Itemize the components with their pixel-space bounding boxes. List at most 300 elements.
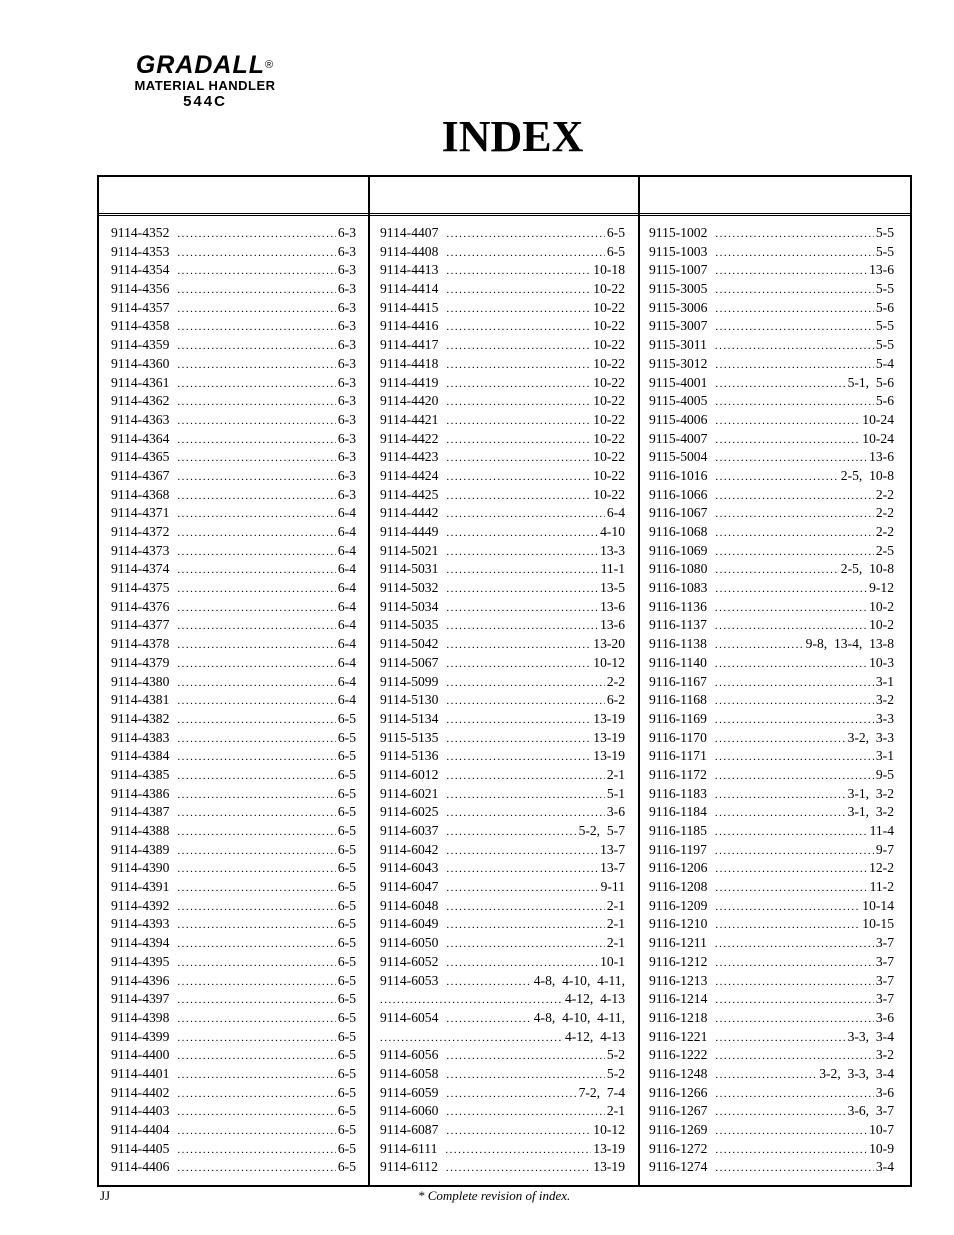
page-reference: 6-5: [337, 1028, 356, 1044]
part-number: 9114-4389: [111, 841, 170, 857]
leader-dots: [715, 973, 873, 992]
leader-dots: [177, 692, 335, 711]
index-entry: [380, 897, 625, 916]
part-number: 9114-4419: [380, 374, 439, 390]
leader-dots: [177, 375, 335, 394]
index-entry: [380, 803, 625, 822]
part-number: 9114-4449: [380, 524, 439, 539]
page-reference: 13-19: [593, 1159, 625, 1175]
index-entry: [649, 411, 894, 430]
part-number: 9114-6042: [380, 841, 439, 857]
index-column-2: [380, 224, 625, 1177]
page-reference: 10-22: [593, 337, 625, 353]
page-reference: 6-5: [337, 804, 356, 820]
index-entry: [111, 915, 356, 934]
index-entry: [649, 261, 894, 280]
part-number: 9114-5067: [380, 654, 439, 670]
leader-dots: [446, 692, 604, 711]
page-reference: 10-22: [593, 449, 625, 465]
page-reference: 4-8, 4-10, 4-11,: [533, 1009, 625, 1025]
leader-dots: [715, 599, 867, 618]
index-entry: [380, 859, 625, 878]
index-entry: [111, 542, 356, 561]
leader-dots: [177, 655, 335, 674]
page-reference: 13-3: [600, 542, 625, 558]
index-entry: [111, 579, 356, 598]
page-reference: 3-7: [875, 972, 894, 988]
page-reference: 3-7: [875, 935, 894, 951]
part-number: 9114-4405: [111, 1140, 170, 1156]
index-entry: [380, 1140, 625, 1159]
page-reference: 6-5: [337, 935, 356, 951]
leader-dots: [446, 468, 591, 487]
leader-dots: [446, 916, 604, 935]
leader-dots: [446, 730, 591, 749]
part-number: 9116-1136: [649, 598, 707, 614]
index-entry: [111, 448, 356, 467]
index-entry: [380, 729, 625, 748]
page-reference: 13-6: [869, 262, 894, 278]
page-reference: 13-19: [593, 748, 625, 764]
index-entry: [111, 729, 356, 748]
part-number: 9114-5099: [380, 673, 439, 689]
page-reference: 6-4: [606, 505, 625, 521]
leader-dots: [446, 1010, 531, 1029]
page-reference: 2-1: [606, 766, 625, 782]
part-number: 9114-6060: [380, 1103, 439, 1119]
page-reference: 10-14: [862, 897, 894, 913]
part-number: 9114-4360: [111, 355, 170, 371]
index-entry: [111, 430, 356, 449]
page-reference: 5-2, 5-7: [578, 823, 625, 838]
index-entry: [111, 1028, 356, 1047]
leader-dots: [177, 505, 335, 524]
page-reference: 5-5: [875, 281, 894, 297]
leader-dots: [177, 449, 335, 468]
part-number: 9114-4367: [111, 467, 170, 483]
registered-mark: ®: [265, 59, 275, 71]
leader-dots: [446, 767, 604, 786]
page-reference: 10-1: [600, 953, 625, 969]
part-number: 9114-4394: [111, 935, 170, 951]
leader-dots: [715, 225, 873, 244]
page-reference: 13-19: [593, 710, 625, 726]
index-entry: [649, 803, 894, 822]
part-number: 9114-4352: [111, 225, 170, 240]
part-number: 9116-1208: [649, 879, 708, 895]
page-reference: 3-4: [875, 1159, 894, 1175]
leader-dots: [446, 337, 591, 356]
index-entry: [111, 336, 356, 355]
page-reference: 6-5: [337, 729, 356, 745]
leader-dots: [715, 300, 873, 319]
page-reference: 6-5: [337, 785, 356, 801]
part-number: 9116-1068: [649, 524, 708, 539]
page-reference: 6-3: [337, 411, 356, 427]
leader-dots: [177, 991, 335, 1010]
part-number: 9115-4006: [649, 411, 708, 427]
leader-dots: [446, 954, 598, 973]
part-number: 9114-4377: [111, 617, 170, 633]
part-number: 9114-4356: [111, 281, 170, 297]
logo-product-line: MATERIAL HANDLER: [134, 78, 276, 93]
part-number: 9116-1169: [649, 710, 707, 726]
page-reference: 3-1, 3-2: [847, 804, 894, 820]
part-number: 9116-1269: [649, 1122, 708, 1137]
page-reference: 6-5: [337, 879, 356, 895]
page-reference: 6-3: [337, 262, 356, 278]
part-number: 9114-4376: [111, 598, 170, 614]
part-number: 9115-3005: [649, 281, 708, 297]
index-entry: [111, 1121, 356, 1140]
part-number: 9114-4359: [111, 337, 170, 353]
page-reference: 9-11: [600, 879, 625, 895]
leader-dots: [177, 804, 335, 823]
index-entry: [111, 374, 356, 393]
leader-dots: [446, 543, 598, 562]
leader-dots: [446, 225, 604, 244]
index-entry: [111, 635, 356, 654]
part-number: 9115-3007: [649, 318, 708, 334]
index-entry: [380, 822, 625, 841]
leader-dots: [177, 1122, 335, 1141]
part-number: 9114-4380: [111, 673, 170, 689]
leader-dots: [446, 393, 591, 412]
part-number: 9114-4382: [111, 710, 170, 726]
index-entry: [111, 224, 356, 243]
leader-dots: [715, 711, 874, 730]
leader-dots: [446, 898, 604, 917]
leader-dots: [715, 1141, 867, 1160]
part-number: 9114-5021: [380, 542, 439, 558]
index-entry: [111, 523, 356, 542]
page-reference: 5-5: [875, 225, 894, 240]
page-reference: 10-12: [593, 1122, 625, 1137]
index-entry: [649, 673, 894, 692]
leader-dots: [715, 1010, 873, 1029]
part-number: 9114-4403: [111, 1103, 170, 1119]
leader-dots: [715, 468, 838, 487]
index-entry: [380, 523, 625, 542]
part-number: 9116-1266: [649, 1084, 708, 1100]
leader-dots: [715, 318, 873, 337]
leader-dots: [177, 1029, 335, 1048]
index-entry: [380, 990, 625, 1009]
part-number: 9115-5135: [380, 729, 439, 745]
part-number: 9114-4397: [111, 991, 170, 1007]
part-number: 9114-4413: [380, 262, 439, 278]
part-number: 9116-1080: [649, 561, 708, 577]
index-entry: [649, 747, 894, 766]
index-entry: [380, 841, 625, 860]
page-reference: 3-2, 3-3, 3-4: [819, 1065, 894, 1081]
index-entry: [111, 710, 356, 729]
index-entry: [649, 542, 894, 561]
part-number: 9114-6043: [380, 860, 439, 876]
leader-dots: [715, 767, 874, 786]
index-entry: [649, 299, 894, 318]
page-reference: 6-3: [337, 299, 356, 315]
leader-dots: [446, 786, 604, 805]
part-number: 9116-1140: [649, 654, 707, 670]
index-entry: [111, 822, 356, 841]
index-entry: [649, 336, 894, 355]
page-reference: 3-1, 3-2: [847, 785, 894, 801]
part-number: 9116-1206: [649, 860, 708, 876]
index-entry: [111, 411, 356, 430]
leader-dots: [446, 599, 598, 618]
page-reference: 3-6, 3-7: [847, 1103, 894, 1119]
page-reference: 6-5: [337, 1065, 356, 1081]
part-number: 9114-4393: [111, 916, 170, 932]
part-number: 9114-4386: [111, 785, 170, 801]
leader-dots: [177, 393, 335, 412]
leader-dots: [177, 487, 335, 506]
page-reference: 10-2: [869, 598, 894, 614]
leader-dots: [446, 487, 591, 506]
leader-dots: [446, 1047, 604, 1066]
part-number: 9114-5134: [380, 710, 439, 726]
page-reference: 2-5, 10-8: [840, 561, 894, 577]
leader-dots: [715, 1085, 873, 1104]
index-entry: [649, 785, 894, 804]
index-entry: [380, 317, 625, 336]
part-number: 9115-1007: [649, 262, 708, 278]
index-entry: [649, 1121, 894, 1140]
leader-dots: [177, 1103, 335, 1122]
part-number: 9116-1212: [649, 953, 708, 969]
part-number: 9115-3006: [649, 299, 708, 315]
page-reference: 9-7: [875, 841, 894, 857]
page-reference: 3-6: [606, 804, 625, 820]
page-reference: 6-5: [606, 243, 625, 259]
page-reference: 6-3: [337, 374, 356, 390]
index-entry: [111, 1009, 356, 1028]
index-entry: [649, 897, 894, 916]
index-entry: [649, 448, 894, 467]
index-entry: [380, 710, 625, 729]
page-reference: 6-4: [337, 524, 356, 539]
part-number: 9114-4418: [380, 355, 439, 371]
part-number: 9114-4401: [111, 1065, 170, 1081]
part-number: 9116-1016: [649, 467, 708, 483]
part-number: 9116-1183: [649, 785, 707, 801]
page-reference: 3-2: [875, 1047, 894, 1063]
part-number: 9115-5004: [649, 449, 708, 465]
leader-dots: [715, 375, 845, 394]
leader-dots: [177, 1159, 335, 1178]
index-entry: [380, 1009, 625, 1028]
page-reference: 3-1: [875, 748, 894, 764]
part-number: 9116-1067: [649, 505, 708, 521]
index-entry: [380, 374, 625, 393]
page-reference: 6-5: [337, 916, 356, 932]
part-number: 9115-3012: [649, 355, 708, 371]
part-number: 9114-4381: [111, 692, 170, 708]
leader-dots: [177, 786, 335, 805]
page-reference: 6-3: [337, 393, 356, 409]
index-entry: [111, 243, 356, 262]
page-reference: 6-4: [337, 505, 356, 521]
part-number: 9114-4362: [111, 393, 170, 409]
part-number: 9114-4404: [111, 1122, 170, 1137]
index-entry: [111, 897, 356, 916]
page-reference: 4-12, 4-13: [564, 991, 625, 1007]
part-number: 9116-1213: [649, 972, 708, 988]
page-reference: 13-6: [869, 449, 894, 465]
leader-dots: [177, 860, 335, 879]
page-reference: 6-3: [337, 355, 356, 371]
part-number: 9116-1221: [649, 1028, 708, 1044]
part-number: 9114-4374: [111, 561, 170, 577]
page-reference: 3-3, 3-4: [847, 1028, 894, 1044]
part-number: 9114-4407: [380, 225, 439, 240]
page-reference: 10-22: [593, 374, 625, 390]
part-number: 9114-4364: [111, 430, 170, 446]
part-number: 9114-4379: [111, 654, 170, 670]
part-number: 9114-4423: [380, 449, 439, 465]
index-entry: [649, 1158, 894, 1177]
page-reference: 6-4: [337, 542, 356, 558]
index-entry: [649, 635, 894, 654]
leader-dots: [445, 1141, 591, 1160]
leader-dots: [715, 524, 873, 543]
part-number: 9114-4400: [111, 1047, 170, 1063]
page-reference: 13-7: [600, 841, 625, 857]
index-entry: [649, 953, 894, 972]
index-entry: [380, 953, 625, 972]
index-entry: [649, 579, 894, 598]
index-entry: [649, 504, 894, 523]
part-number: 9114-4396: [111, 972, 170, 988]
part-number: 9114-4392: [111, 897, 170, 913]
part-number: 9115-1002: [649, 225, 708, 240]
leader-dots: [177, 617, 335, 636]
index-entry: [649, 243, 894, 262]
index-entry: [111, 299, 356, 318]
leader-dots: [177, 973, 335, 992]
page-reference: 2-5, 10-8: [840, 467, 894, 483]
leader-dots: [715, 262, 867, 281]
leader-dots: [446, 879, 598, 898]
index-entry: [380, 1102, 625, 1121]
index-entry: [649, 280, 894, 299]
leader-dots: [177, 244, 335, 263]
page-reference: 10-18: [593, 262, 625, 278]
part-number: 9116-1214: [649, 991, 708, 1007]
page-reference: 5-4: [875, 355, 894, 371]
index-entry: [111, 355, 356, 374]
page-title: INDEX: [441, 112, 584, 161]
leader-dots: [177, 842, 335, 861]
leader-dots: [446, 375, 591, 394]
leader-dots: [177, 1010, 335, 1029]
index-entry: [649, 841, 894, 860]
index-entry: [111, 1158, 356, 1177]
index-entry: [380, 392, 625, 411]
page-reference: 10-3: [869, 654, 894, 670]
leader-dots: [446, 1159, 591, 1178]
index-entry: [649, 355, 894, 374]
page-reference: 5-2: [606, 1065, 625, 1081]
index-entry: [111, 1065, 356, 1084]
leader-dots: [446, 860, 598, 879]
part-number: 9116-1248: [649, 1065, 708, 1081]
index-entry: [380, 654, 625, 673]
index-entry: [649, 467, 894, 486]
index-entry: [649, 691, 894, 710]
leader-dots: [177, 468, 335, 487]
part-number: 9114-6111: [380, 1140, 438, 1156]
page-reference: 6-4: [337, 673, 356, 689]
index-entry: [111, 504, 356, 523]
index-entry: [111, 317, 356, 336]
page-reference: 6-5: [337, 860, 356, 876]
part-number: 9116-1184: [649, 804, 707, 820]
index-table-header: [99, 177, 910, 216]
leader-dots: [446, 1066, 604, 1085]
leader-dots: [380, 1029, 563, 1048]
index-entry: [649, 598, 894, 617]
index-entry: [380, 598, 625, 617]
leader-dots: [177, 674, 335, 693]
index-entry: [111, 859, 356, 878]
leader-dots: [177, 524, 335, 543]
index-entry: [649, 822, 894, 841]
index-entry: [111, 654, 356, 673]
index-entry: [380, 261, 625, 280]
leader-dots: [177, 337, 335, 356]
part-number: 9114-5032: [380, 580, 439, 596]
page-reference: 5-5: [875, 243, 894, 259]
page-reference: 13-6: [600, 617, 625, 633]
page-reference: 6-5: [337, 1084, 356, 1100]
leader-dots: [177, 543, 335, 562]
leader-dots: [177, 1085, 335, 1104]
leader-dots: [715, 636, 804, 655]
page-reference: 5-5: [875, 337, 894, 353]
page-reference: 9-12: [869, 580, 894, 596]
part-number: 9114-4357: [111, 299, 170, 315]
part-number: 9114-4361: [111, 374, 170, 390]
index-entry: [111, 1140, 356, 1159]
page-reference: 10-22: [593, 486, 625, 502]
part-number: 9114-5136: [380, 748, 439, 764]
part-number: 9114-4390: [111, 860, 170, 876]
part-number: 9116-1267: [649, 1103, 708, 1119]
leader-dots: [715, 1159, 873, 1178]
page-reference: 6-4: [337, 617, 356, 633]
index-entry: [111, 1084, 356, 1103]
index-entry: [380, 972, 625, 991]
part-number: 9114-4406: [111, 1159, 170, 1175]
index-entry: [380, 673, 625, 692]
index-entry: [380, 691, 625, 710]
page-reference: 2-2: [875, 486, 894, 502]
index-entry: [649, 560, 894, 579]
part-number: 9114-4442: [380, 505, 439, 521]
part-number: 9114-4425: [380, 486, 439, 502]
page-reference: 6-4: [337, 561, 356, 577]
page-reference: 6-5: [337, 710, 356, 726]
part-number: 9114-4416: [380, 318, 439, 334]
index-entry: [649, 1102, 894, 1121]
index-entry: [380, 542, 625, 561]
leader-dots: [177, 636, 335, 655]
page-reference: 6-5: [337, 1122, 356, 1137]
index-entry: [380, 1121, 625, 1140]
part-number: 9116-1083: [649, 580, 708, 596]
